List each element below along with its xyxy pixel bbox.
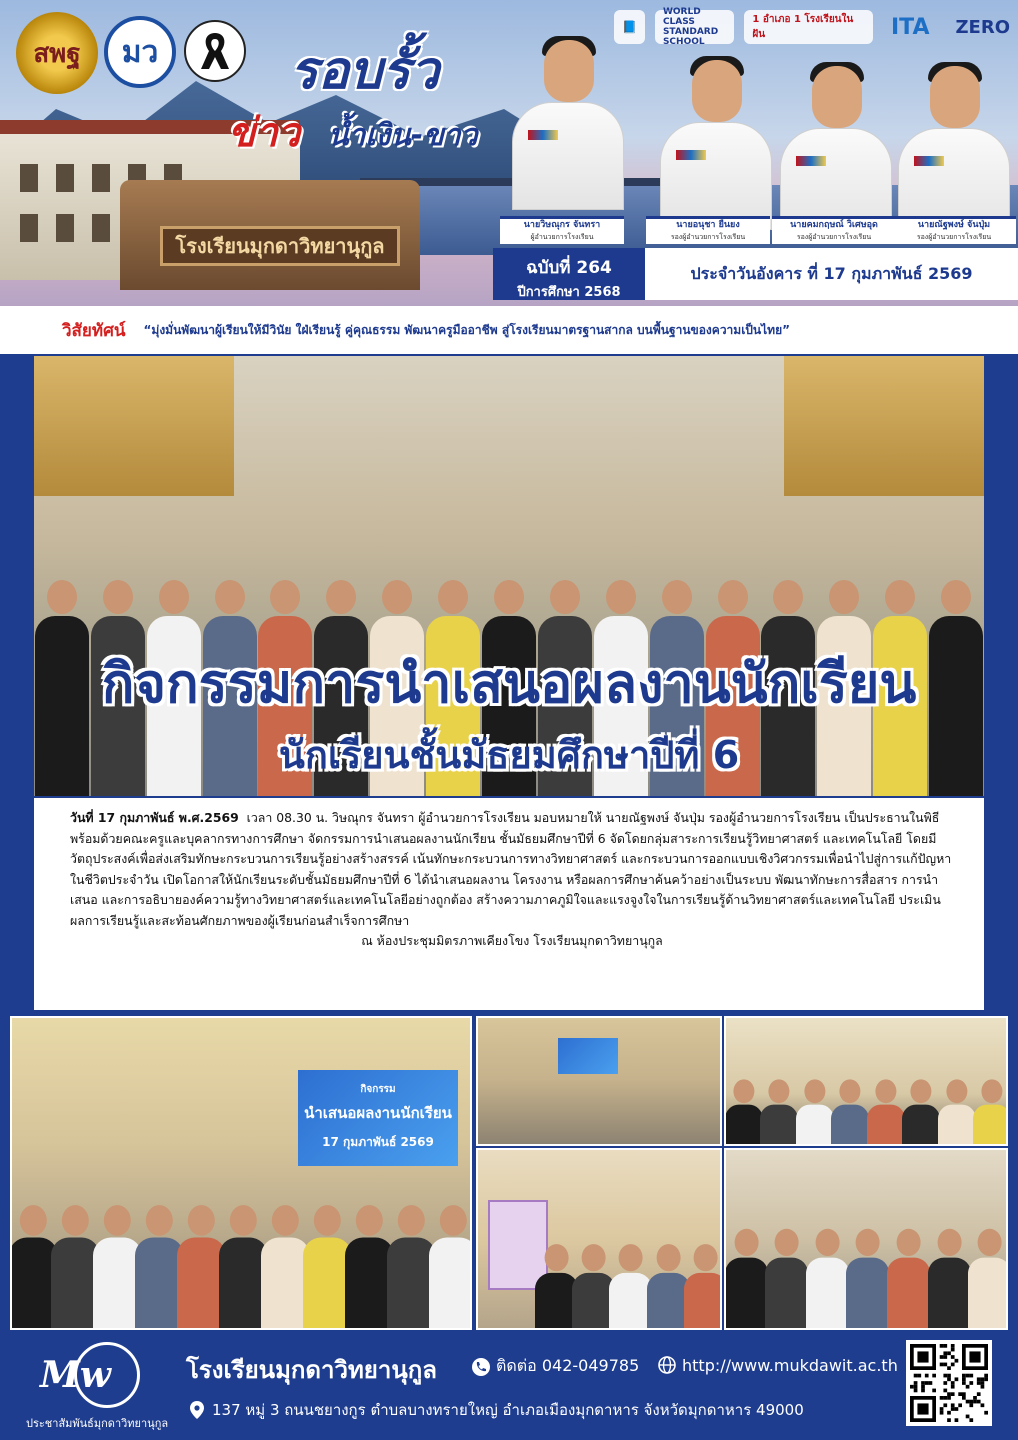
person-figure — [846, 1229, 889, 1330]
person-figure — [429, 1205, 472, 1330]
person-figure — [684, 1244, 722, 1330]
dream-school-badge: 1 อำเภอ 1 โรงเรียนในฝัน — [744, 10, 873, 44]
qr-code-icon[interactable] — [906, 1340, 992, 1426]
person-figure — [387, 1205, 436, 1330]
contact-text: ติดต่อ 042-049785 — [496, 1356, 640, 1375]
person-figure — [867, 1079, 905, 1146]
issue-date: ประจำวันอังคาร ที่ 17 กุมภาพันธ์ 2569 — [690, 263, 973, 283]
article-paragraph — [70, 808, 954, 931]
website-text: http://www.mukdawit.ac.th — [682, 1355, 898, 1375]
person-figure — [968, 1229, 1008, 1330]
screen-line: นำเสนอผลงานนักเรียน — [304, 1104, 452, 1122]
location-pin-icon — [186, 1399, 208, 1421]
person-figure — [765, 1229, 808, 1330]
footer-school-name: โรงเรียนมุกดาวิทยานุกูล — [186, 1356, 437, 1384]
logo1-text: สพฐ — [33, 38, 81, 69]
book-icon: 📘 — [614, 10, 645, 44]
executive-name: นายคมกฤษณ์ วิเศษอุด — [790, 220, 878, 230]
person-figure — [261, 1205, 310, 1330]
badge-row — [614, 7, 1018, 47]
person-figure — [345, 1205, 394, 1330]
phone-icon — [470, 1356, 492, 1378]
executive-name-tag — [892, 216, 1016, 244]
executive-role: รองผู้อำนวยการโรงเรียน — [670, 233, 746, 241]
executive-photo — [656, 50, 776, 230]
person-figure — [725, 1229, 768, 1330]
vision-label: วิสัยทัศน์ — [62, 320, 126, 341]
headline: กิจกรรมการนำเสนอผลงานนักเรียน — [101, 652, 917, 715]
screen-date: 17 กุมภาพันธ์ 2569 — [322, 1135, 434, 1149]
gallery-photo-exhibition — [476, 1148, 722, 1330]
gallery-photo-stage — [10, 1016, 472, 1330]
footer — [0, 1334, 1018, 1440]
article-body — [34, 798, 984, 1010]
person-figure — [831, 1079, 869, 1146]
person-figure — [928, 1229, 971, 1330]
executive-photo — [894, 56, 1014, 236]
gallery-photo-posters — [724, 1016, 1008, 1146]
executive-name: นายอนุชา ยืนยง — [676, 220, 740, 230]
person-figure — [760, 1079, 798, 1146]
gallery-photo-demo — [724, 1148, 1008, 1330]
masthead — [0, 0, 1018, 306]
person-figure — [938, 1079, 976, 1146]
person-figure — [303, 1205, 352, 1330]
article-date-lead: วันที่ 17 กุมภาพันธ์ พ.ศ.2569 — [70, 810, 239, 825]
logo2-text: มว — [121, 34, 159, 70]
person-figure — [51, 1205, 100, 1330]
zero-tolerance-badge: ZERO — [955, 16, 1010, 38]
person-figure — [887, 1229, 930, 1330]
ita-badge: ITA — [890, 14, 930, 40]
school-gate-plate — [160, 226, 400, 266]
issue-number-box — [493, 248, 645, 300]
person-figure — [973, 1079, 1008, 1146]
newsletter-subtitle-blue: น้ำเงิน-ขาว — [328, 118, 478, 153]
person-figure — [806, 1229, 849, 1330]
mourning-ribbon-icon — [184, 20, 246, 82]
person-figure — [177, 1205, 226, 1330]
executive-role: รองผู้อำนวยการโรงเรียน — [796, 233, 872, 241]
obec-logo-icon — [16, 12, 98, 94]
gate-plate-text: โรงเรียนมุกดาวิทยานุกูล — [175, 234, 385, 258]
issue-number: ฉบับที่ 264 — [526, 258, 612, 278]
world-class-badge: WORLD CLASS STANDARD SCHOOL — [655, 10, 734, 44]
article-text: เวลา 08.30 น. วิษณุกร จันทรา ผู้อำนวยการโรงเรียน มอบหมายให้ นายณัฐพงษ์ จันปุ่ม รองผู้อำนวยการโรงเรียน เป็นประธานในพิธี พร้อมด้วยคณะครูและบุคลากรทางการศึกษา จัดกรรมการนำเสนอผลงานนักเรียน ชั้นมัธยมศึกษาปีที่ 6 จัดโดยกลุ่มสาระการเรียนรู้วิทยาศาสตร์ และเทคโนโลยี โดยมีวัตถุประสงค์เพื่อส่งเสริมทักษะกระบวนการเรียนรู้อย่างสร้างสรรค์ เน้นทักษะกระบวนการทางวิทยาศาสตร์ และกระบวนการออกแบบเชิงวิศวกรรมเพื่อนำไปสู่การแก้ปัญหาในชีวิตประจำวัน เปิดโอกาสให้นักเรียนระดับชั้นมัธยมศึกษาปีที่ 6 ได้นำเสนอผลงาน โครงงาน หรือผลการศึกษาค้นคว้าอย่างเป็นระบบ พัฒนาทักษะการสื่อสาร การนำเสนอ และการอธิบายองค์ความรู้ทางวิทยาศาสตร์และเทคโนโลยีอย่างถูกต้อง สร้างความภาคภูมิใจและแรงจูงใจในการเรียนรู้ด้านวิทยาศาสตร์และเทคโนโลยี ประเมินผลการเรียนรู้และสะท้อนศักยภาพของผู้เรียนก่อนสำเร็จการศึกษา — [70, 810, 952, 928]
footer-address — [186, 1398, 804, 1422]
executive-photo — [508, 30, 628, 210]
mw-logo-icon — [30, 1342, 166, 1408]
executive-name-tag — [646, 216, 770, 244]
vision-bar — [0, 306, 1018, 354]
footer-contact[interactable] — [470, 1354, 639, 1379]
person-figure — [796, 1079, 834, 1146]
person-figure — [93, 1205, 142, 1330]
issue-date-box — [645, 248, 1018, 300]
executive-role: ผู้อำนวยการโรงเรียน — [530, 233, 594, 241]
person-figure — [902, 1079, 940, 1146]
executive-name-tag — [500, 216, 624, 244]
executive-name-tag — [772, 216, 896, 244]
person-figure — [135, 1205, 184, 1330]
newsletter-title: รอบรั้ว — [290, 41, 440, 101]
executive-name: นายณัฐพงษ์ จันปุ่ม — [917, 220, 991, 230]
subheadline: นักเรียนชั้นมัธยมศึกษาปีที่ 6 — [278, 733, 740, 777]
academic-year: ปีการศึกษา 2568 — [517, 285, 621, 300]
photo-gallery — [0, 1014, 1018, 1332]
pr-caption: ประชาสัมพันธ์มุกดาวิทยานุกูล — [26, 1417, 169, 1430]
gallery-photo-hall — [476, 1016, 722, 1146]
article-place: ณ ห้องประชุมมิตรภาพเคียงโขง โรงเรียนมุกดาวิทยานุกูล — [361, 933, 663, 948]
vision-text: “มุ่งมั่นพัฒนาผู้เรียนให้มีวินัย ใฝ่เรียนรู้ คู่คุณธรรม พัฒนาครูมืออาชีพ สู่โรงเรียนมาตรฐานสากล บนพื้นฐานของความเป็นไทย” — [143, 322, 790, 337]
person-figure — [219, 1205, 268, 1330]
executive-role: รองผู้อำนวยการโรงเรียน — [916, 233, 992, 241]
person-figure — [725, 1079, 763, 1146]
address-text: 137 หมู่ 3 ถนนชยางกูร ตำบลบางทรายใหญ่ อำเภอเมืองมุกดาหาร จังหวัดมุกดาหาร 49000 — [212, 1401, 804, 1419]
school-logo-icon — [104, 16, 176, 88]
globe-icon — [656, 1354, 678, 1376]
mw-logo-letters: Mw — [40, 1354, 111, 1396]
screen-title: กิจกรรม — [360, 1084, 396, 1095]
executive-name: นายวิษณุกร จันทรา — [523, 220, 601, 230]
footer-website-link[interactable] — [656, 1354, 898, 1376]
newsletter-subtitle-red: ข่าว — [228, 110, 301, 156]
executive-photo — [776, 56, 896, 236]
